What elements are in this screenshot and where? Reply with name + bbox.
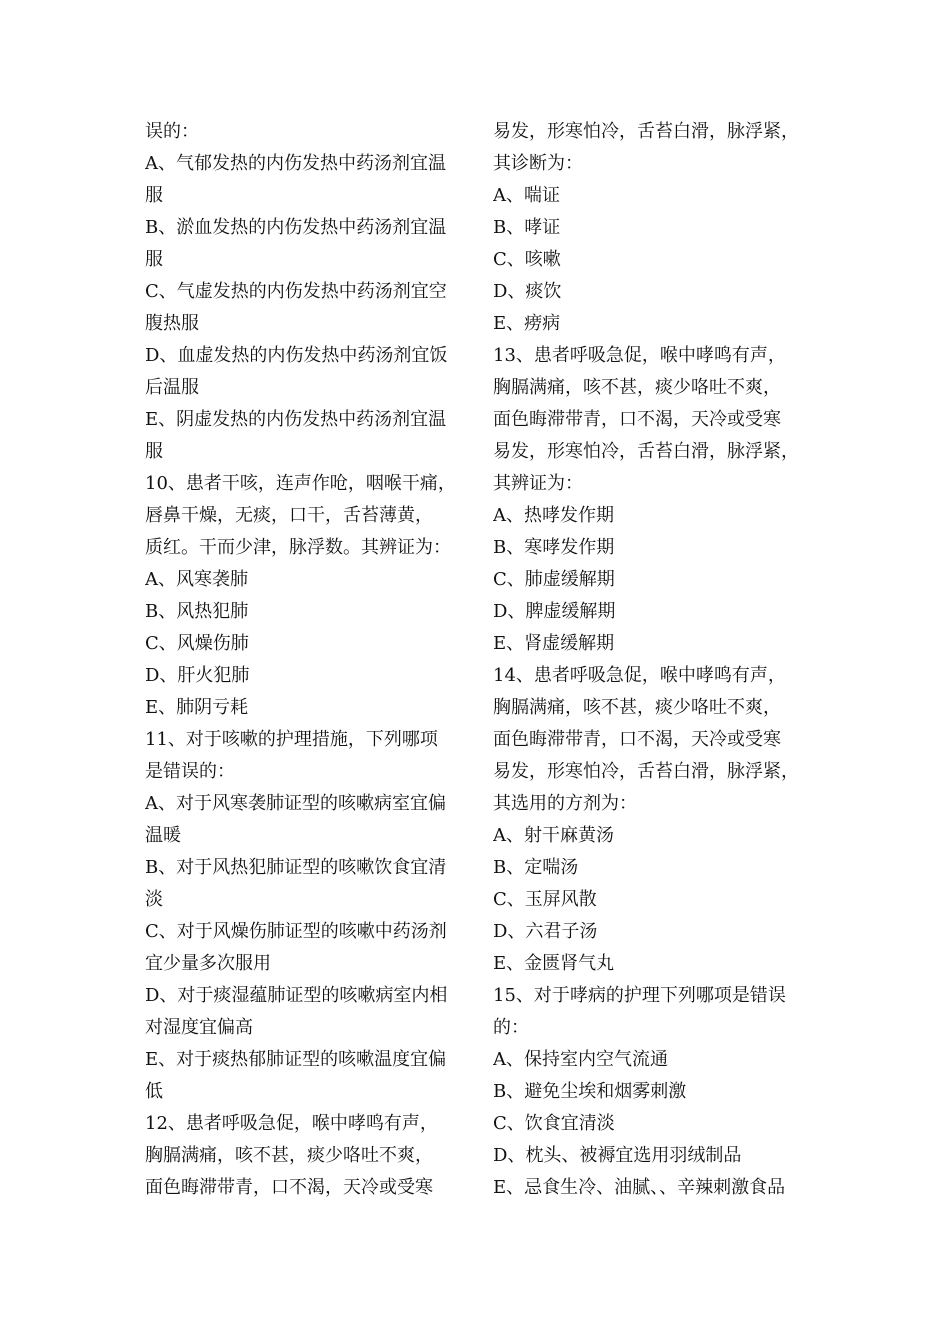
text-line: A、风寒袭肺 — [145, 569, 248, 590]
text-line: A、保持室内空气流通 — [493, 1049, 668, 1070]
text-line: 是错误的： — [145, 761, 235, 782]
text-line: B、避免尘埃和烟雾刺激 — [493, 1081, 687, 1102]
text-line: B、风热犯肺 — [145, 601, 249, 622]
text-line: B、淤血发热的内伤发热中药汤剂宜温 — [145, 217, 447, 238]
text-line: E、痨病 — [493, 313, 561, 334]
text-line: E、金匮肾气丸 — [493, 953, 615, 974]
text-line: D、痰饮 — [493, 281, 562, 302]
right-text-column — [493, 116, 815, 1204]
text-line: 其辨证为： — [493, 473, 583, 494]
text-line: C、对于风燥伤肺证型的咳嗽中药汤剂 — [145, 921, 447, 942]
text-line: 13、患者呼吸急促，喉中哮鸣有声， — [493, 345, 786, 366]
text-line: 服 — [145, 249, 163, 270]
text-line: 宜少量多次服用 — [145, 953, 271, 974]
text-line: A、气郁发热的内伤发热中药汤剂宜温 — [145, 153, 446, 174]
text-line: 服 — [145, 185, 163, 206]
text-line: B、寒哮发作期 — [493, 537, 615, 558]
text-line: C、玉屏风散 — [493, 889, 597, 910]
text-line: D、对于痰湿蕴肺证型的咳嗽病室内相 — [145, 985, 448, 1006]
text-line: 10、患者干咳，连声作呛，咽喉干痛， — [145, 473, 456, 494]
text-line: 12、患者呼吸急促，喉中哮鸣有声， — [145, 1113, 438, 1134]
text-line: D、血虚发热的内伤发热中药汤剂宜饭 — [145, 345, 448, 366]
text-line: 胸膈满痛，咳不甚，痰少咯吐不爽， — [493, 697, 781, 718]
text-line: 低 — [145, 1081, 163, 1102]
text-line: D、脾虚缓解期 — [493, 601, 616, 622]
text-line: 其诊断为： — [493, 153, 583, 174]
text-line: D、六君子汤 — [493, 921, 598, 942]
text-line: B、哮证 — [493, 217, 561, 238]
text-line: C、肺虚缓解期 — [493, 569, 615, 590]
text-line: 服 — [145, 441, 163, 462]
text-line: C、气虚发热的内伤发热中药汤剂宜空 — [145, 281, 447, 302]
text-line: 面色晦滞带青，口不渴，天冷或受寒 — [493, 729, 781, 750]
text-line: 其选用的方剂为： — [493, 793, 637, 814]
text-line: 误的： — [145, 121, 199, 142]
text-line: A、射干麻黄汤 — [493, 825, 614, 846]
text-line: E、阴虚发热的内伤发热中药汤剂宜温 — [145, 409, 447, 430]
text-line: 胸膈满痛，咳不甚，痰少咯吐不爽， — [493, 377, 781, 398]
text-line: 的： — [493, 1017, 529, 1038]
text-line: A、热哮发作期 — [493, 505, 614, 526]
left-text-column — [145, 116, 467, 1204]
text-line: 胸膈满痛，咳不甚，痰少咯吐不爽， — [145, 1145, 433, 1166]
text-line: 14、患者呼吸急促，喉中哮鸣有声， — [493, 665, 786, 686]
text-line: 腹热服 — [145, 313, 199, 334]
text-line: E、忌食生冷、油腻、、辛辣刺激食品 — [493, 1177, 786, 1198]
text-line: 淡 — [145, 889, 163, 910]
text-line: 温暖 — [145, 825, 181, 846]
text-line: D、肝火犯肺 — [145, 665, 250, 686]
text-line: D、枕头、被褥宜选用羽绒制品 — [493, 1145, 742, 1166]
text-line: E、肾虚缓解期 — [493, 633, 615, 654]
text-line: E、肺阴亏耗 — [145, 697, 249, 718]
text-line: 面色晦滞带青，口不渴，天冷或受寒 — [493, 409, 781, 430]
text-line: E、对于痰热郁肺证型的咳嗽温度宜偏 — [145, 1049, 447, 1070]
text-line: 质红。干而少津，脉浮数。其辨证为： — [145, 537, 451, 558]
text-line: 易发，形寒怕冷，舌苔白滑，脉浮紧， — [493, 441, 799, 462]
text-line: 唇鼻干燥，无痰，口干，舌苔薄黄， — [145, 505, 433, 526]
text-line: 后温服 — [145, 377, 199, 398]
text-line: 易发，形寒怕冷，舌苔白滑，脉浮紧， — [493, 761, 799, 782]
text-line: A、喘证 — [493, 185, 560, 206]
text-line: B、对于风热犯肺证型的咳嗽饮食宜清 — [145, 857, 447, 878]
text-line: A、对于风寒袭肺证型的咳嗽病室宜偏 — [145, 793, 446, 814]
text-line: C、风燥伤肺 — [145, 633, 249, 654]
text-line: C、饮食宜清淡 — [493, 1113, 615, 1134]
text-line: 易发，形寒怕冷，舌苔白滑，脉浮紧， — [493, 121, 799, 142]
text-line: 面色晦滞带青，口不渴，天冷或受寒 — [145, 1177, 433, 1198]
text-line: 11、对于咳嗽的护理措施，下列哪项 — [145, 729, 438, 750]
text-line: C、咳嗽 — [493, 249, 561, 270]
text-line: 15、对于哮病的护理下列哪项是错误 — [493, 985, 786, 1006]
text-line: 对湿度宜偏高 — [145, 1017, 253, 1038]
text-line: B、定喘汤 — [493, 857, 579, 878]
